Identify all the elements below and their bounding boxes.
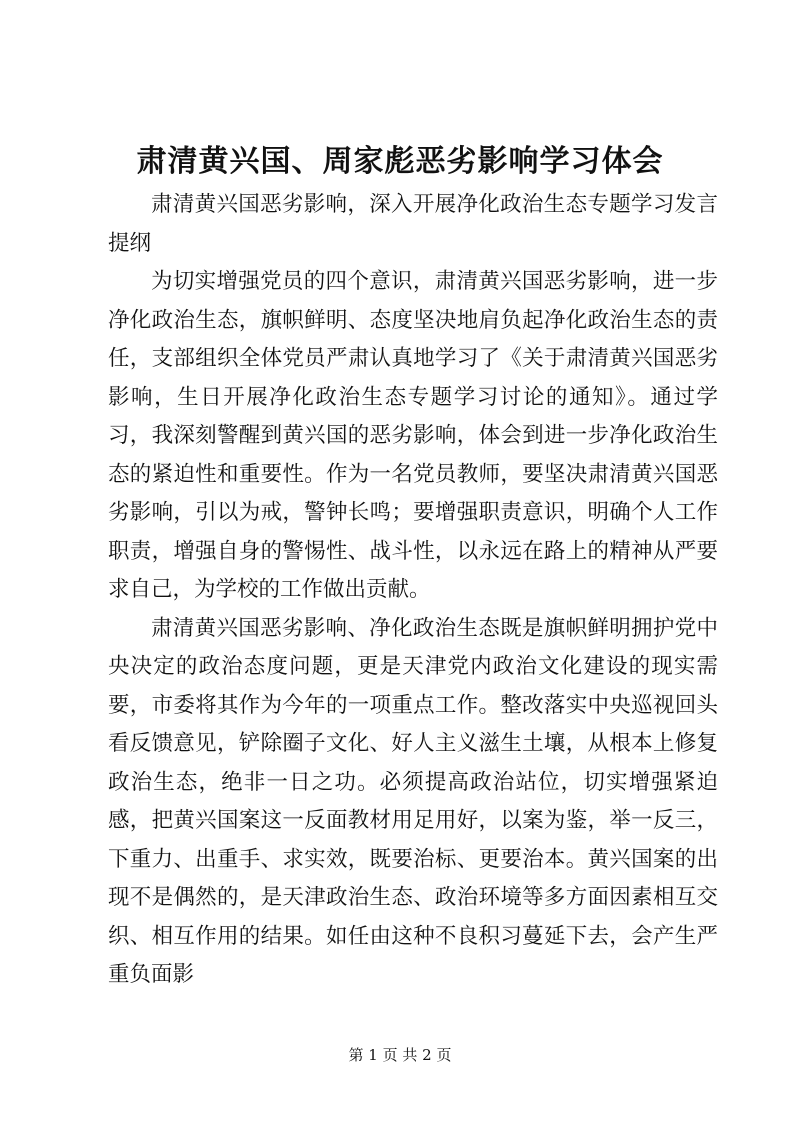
document-body [108, 186, 718, 995]
page-footer: 第 1 页 共 2 页 [348, 1046, 452, 1064]
paragraph-2: 肃清黄兴国恶劣影响、净化政治生态既是旗帜鲜明拥护党中央决定的政治态度问题，更是天津党内政治文化建设的现实需要，市委将其作为今年的一项重点工作。整改落实中央巡视回头看反馈意见，铲除圈子文化、好人主义滋生土壤，从根本上修复政治生态，绝非一日之功。必须提高政治站位，切实增强紧迫感，把黄兴国案这一反面教材用足用好，以案为鉴，举一反三，下重力、出重手、求实效，既要治标、更要治本。黄兴国案的出现不是偶然的，是天津政治生态、政治环境等多方面因素相互交织、相互作用的结果。如任由这种不良积习蔓延下去，会产生严重负面影 [108, 615, 718, 987]
paragraph-subtitle: 肃清黄兴国恶劣影响，深入开展净化政治生态专题学习发言提纲 [108, 192, 718, 256]
document-title: 肃清黄兴国、周家彪恶劣影响学习体会 [136, 144, 664, 179]
paragraph-1: 为切实增强党员的四个意识，肃清黄兴国恶劣影响，进一步净化政治生态，旗帜鲜明、态度坚决地肩负起净化政治生态的责任，支部组织全体党员严肃认真地学习了《关于肃清黄兴国恶劣影响，生日开展净化政治生态专题学习讨论的通知》。通过学习，我深刻警醒到黄兴国的恶劣影响，体会到进一步净化政治生态的紧迫性和重要性。作为一名党员教师，要坚决肃清黄兴国恶劣影响，引以为戒，警钟长鸣；要增强职责意识，明确个人工作职责，增强自身的警惕性、战斗性，以永远在路上的精神从严要求自己，为学校的工作做出贡献。 [108, 269, 718, 602]
